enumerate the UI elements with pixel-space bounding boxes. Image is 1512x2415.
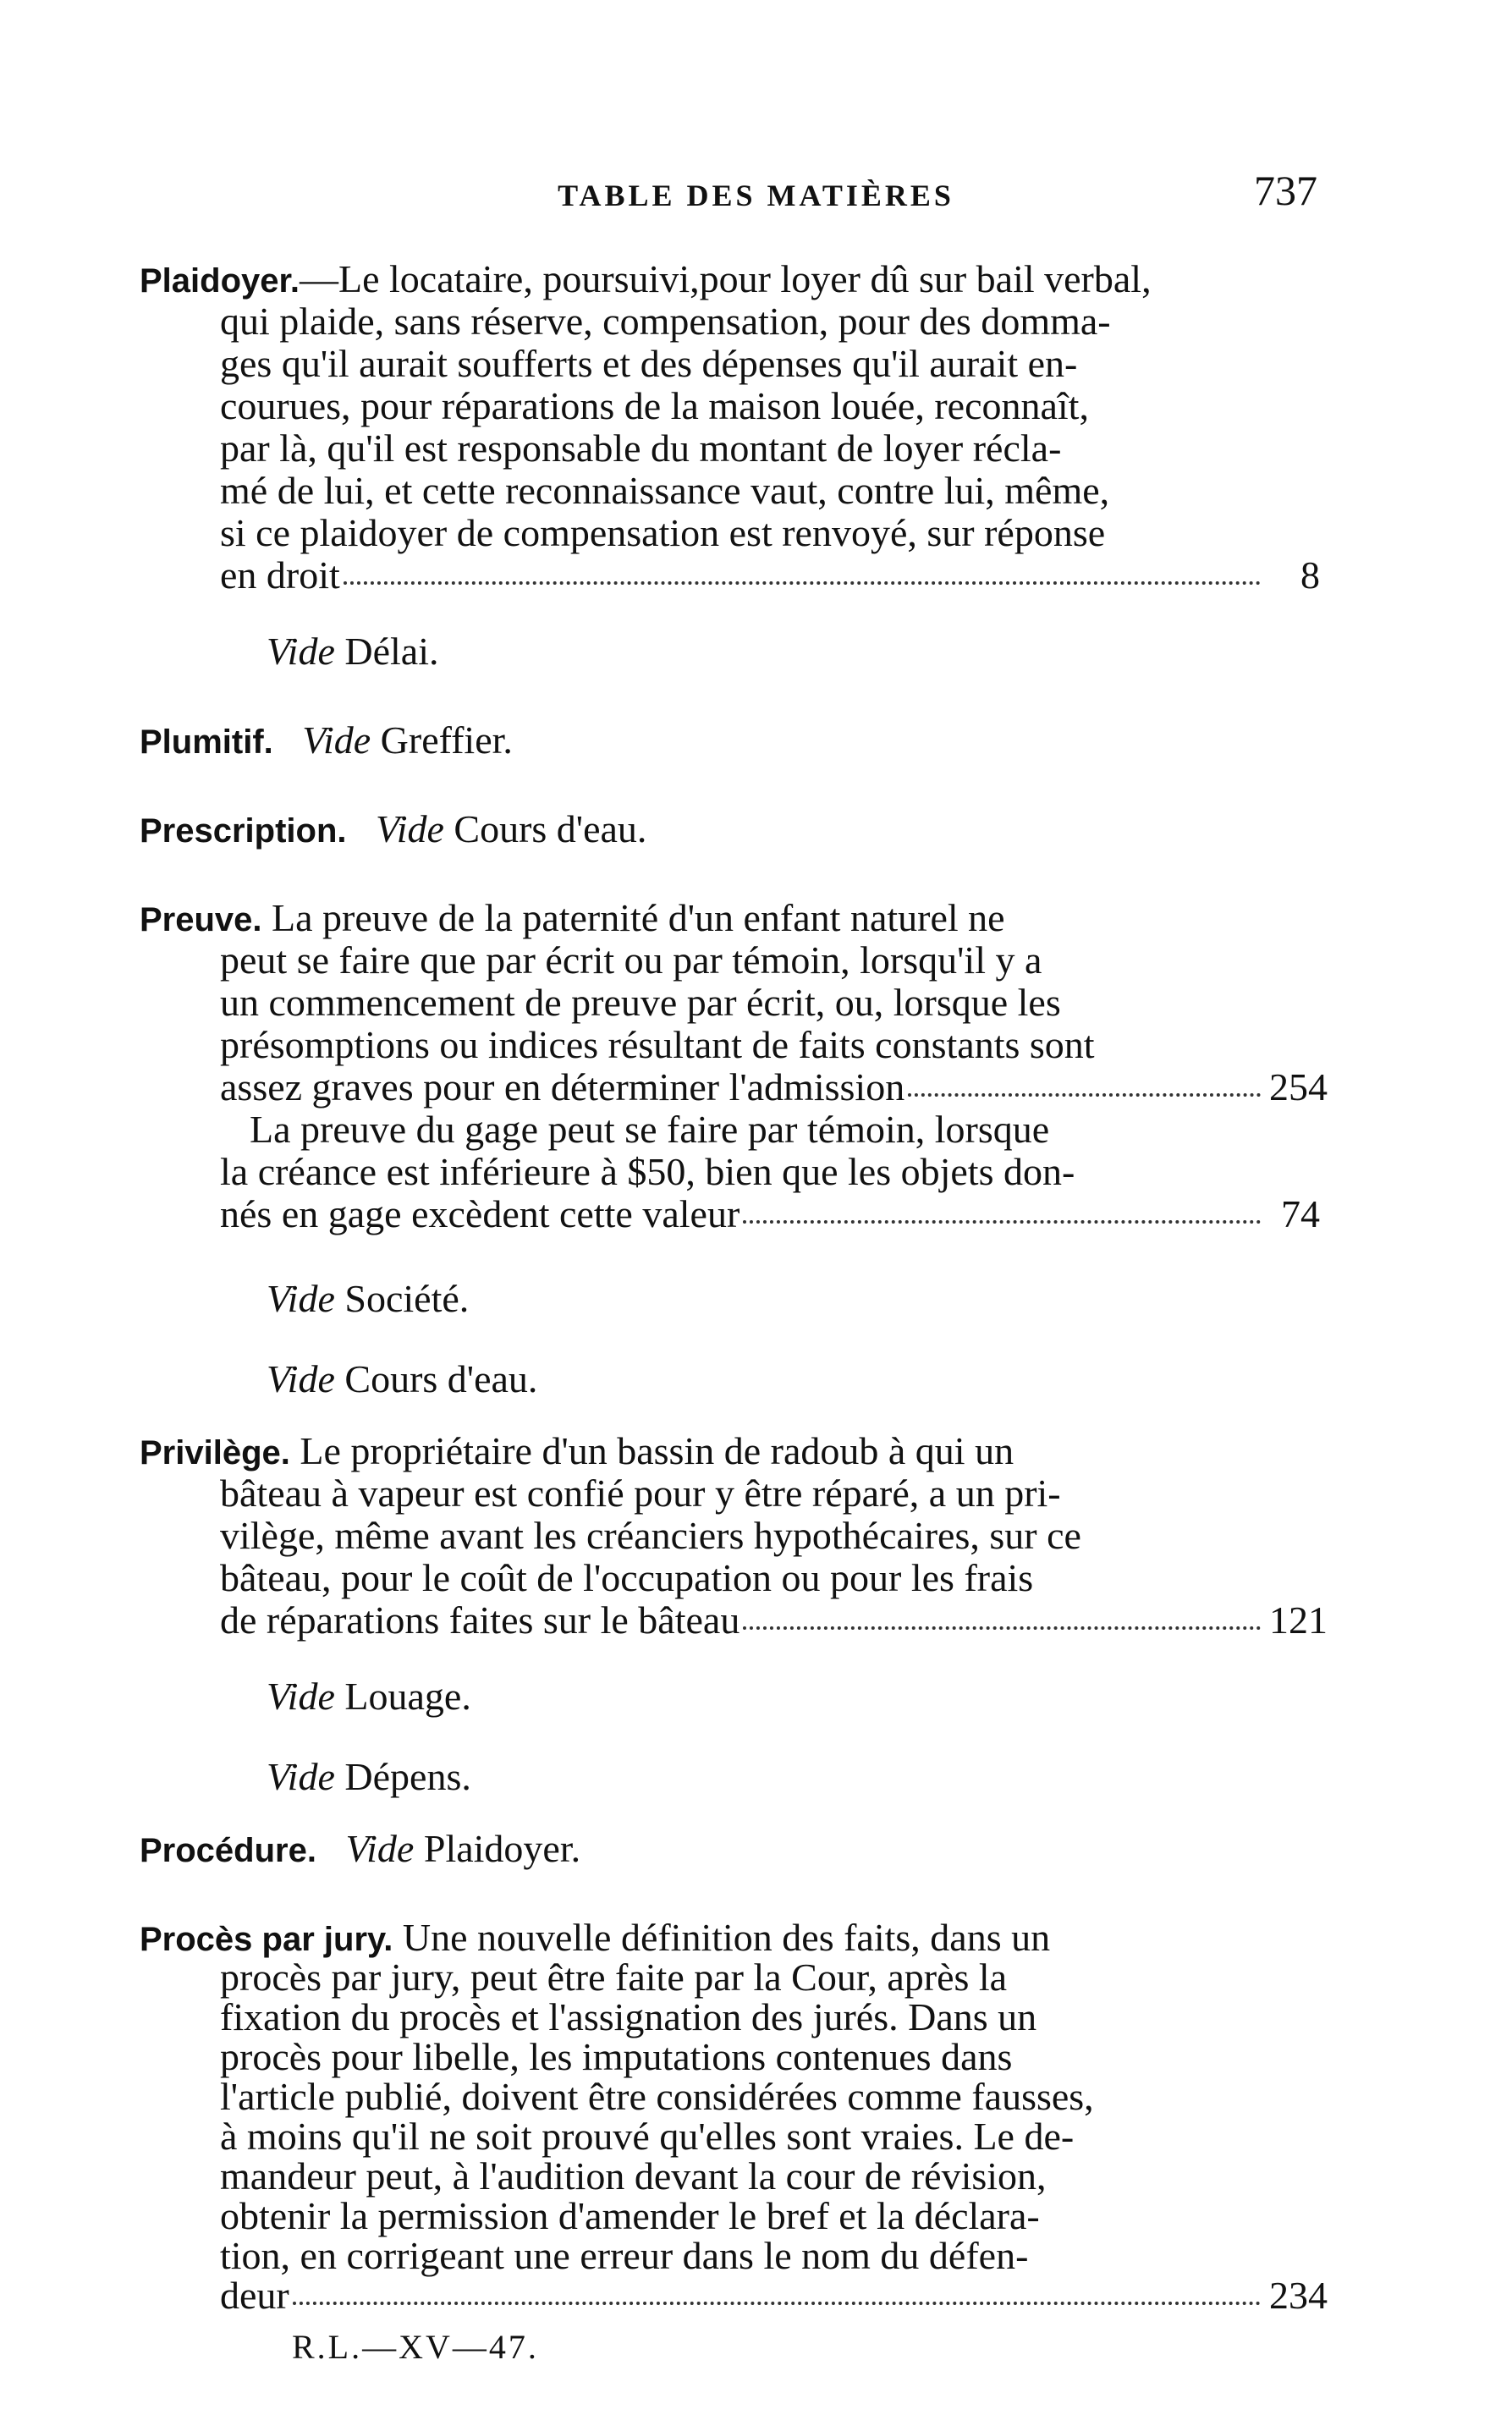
entry-text-line: assez graves pour en déterminer l'admission: [220, 1065, 905, 1108]
entry-text-line: présomptions ou indices résultant de faits constants sont: [220, 1023, 1095, 1066]
entry-text-line: fixation du procès et l'assignation des jurés. Dans un: [220, 1995, 1037, 2038]
signature-mark: R.L.—XV—47.: [292, 2328, 539, 2366]
page-reference: 121: [1269, 1598, 1328, 1642]
entry-text-line: ges qu'il aurait soufferts et des dépenses qu'il aurait en-: [220, 342, 1078, 385]
see-also: Vide Cours d'eau.: [267, 1357, 538, 1400]
entry-text-line: vilège, même avant les créanciers hypothécaires, sur ce: [220, 1514, 1081, 1557]
entry-term: Prescription.: [140, 812, 347, 850]
entry-term: Procédure.: [140, 1832, 316, 1869]
page-reference: 8: [1300, 553, 1320, 597]
entry-text-line: l'article publié, doivent être considérées comme fausses,: [220, 2075, 1094, 2118]
entry-text-line: peut se faire que par écrit ou par témoin, lorsqu'il y a: [220, 938, 1042, 982]
entry-text-line: La preuve du gage peut se faire par témoin, lorsque: [250, 1108, 1050, 1151]
entry-text-line: procès pour libelle, les imputations contenues dans: [220, 2035, 1013, 2078]
entry-text-line: Le propriétaire d'un bassin de radoub à qui un: [300, 1429, 1014, 1472]
see-also: Vide Louage.: [267, 1675, 471, 1718]
entry-term: Privilège.: [140, 1434, 290, 1472]
entry-term: Preuve.: [140, 901, 262, 938]
page-reference: 234: [1269, 2274, 1328, 2317]
page-reference: 254: [1269, 1065, 1328, 1108]
see-also: Vide Société.: [267, 1277, 470, 1320]
entry-text-line: Une nouvelle définition des faits, dans un: [402, 1916, 1051, 1959]
entry-text-line: qui plaide, sans réserve, compensation, pour des domma-: [220, 300, 1111, 343]
entry-text-line: mandeur peut, à l'audition devant la cour de révision,: [220, 2154, 1047, 2198]
entry-text-line: La preuve de la paternité d'un enfant naturel ne: [272, 896, 1005, 939]
see-also: Vide Délai.: [267, 630, 439, 673]
entry-prescription: Prescription. Vide Cours d'eau.: [140, 807, 647, 850]
toc-leader-line: [220, 1598, 1328, 1642]
entry-text-line: courues, pour réparations de la maison louée, reconnaît,: [220, 384, 1089, 427]
toc-leader-line: [220, 1065, 1328, 1108]
dot-leader: [293, 2302, 1261, 2305]
entry-procedure: Procédure. Vide Plaidoyer.: [140, 1827, 581, 1870]
toc-leader-line: [220, 1193, 1320, 1235]
see-also: Vide Dépens.: [267, 1755, 471, 1798]
entry-text-line: bâteau à vapeur est confié pour y être réparé, a un pri-: [220, 1472, 1061, 1515]
entry-text-line: procès par jury, peut être faite par la Cour, après la: [220, 1956, 1008, 1999]
page-number: 737: [1254, 167, 1317, 214]
entry-text-line: tion, en corrigeant une erreur dans le nom du défen-: [220, 2234, 1029, 2277]
toc-leader-line: [220, 2274, 1328, 2317]
entry-term: Plaidoyer.: [140, 262, 300, 300]
entry-text-line: la créance est inférieure à $50, bien que les objets don-: [220, 1150, 1075, 1193]
entry-term: Plumitif.: [140, 723, 273, 761]
entry-text-line: à moins qu'il ne soit prouvé qu'elles sont vraies. Le de-: [220, 2115, 1075, 2158]
dot-leader: [743, 1626, 1261, 1630]
entry-text-line: deur: [220, 2274, 289, 2317]
entry-text-line: de réparations faites sur le bâteau: [220, 1598, 740, 1642]
entry-term: Procès par jury.: [140, 1921, 393, 1958]
entry-text-line: par là, qu'il est responsable du montant de loyer récla-: [220, 426, 1062, 470]
entry-text-line: bâteau, pour le coût de l'occupation ou pour les frais: [220, 1556, 1034, 1599]
entry-text-line: en droit: [220, 553, 340, 597]
entry-text-line: obtenir la permission d'amender le bref et la déclara-: [220, 2194, 1040, 2237]
toc-leader-line: [220, 554, 1320, 597]
page-reference: 74: [1281, 1192, 1320, 1235]
entry-text-line: —Le locataire, poursuivi,pour loyer dû sur bail verbal,: [299, 257, 1152, 300]
entry-text-line: nés en gage excèdent cette valeur: [220, 1192, 740, 1235]
entry-text-line: mé de lui, et cette reconnaissance vaut, contre lui, même,: [220, 469, 1110, 512]
dot-leader: [743, 1220, 1261, 1224]
dot-leader: [908, 1093, 1261, 1097]
entry-text-line: si ce plaidoyer de compensation est renvoyé, sur réponse: [220, 511, 1106, 554]
entry-text-line: un commencement de preuve par écrit, ou, lorsque les: [220, 981, 1061, 1024]
entry-plumitif: Plumitif. Vide Greffier.: [140, 718, 513, 762]
dot-leader: [344, 581, 1261, 585]
page-title: TABLE DES MATIÈRES: [558, 179, 954, 212]
